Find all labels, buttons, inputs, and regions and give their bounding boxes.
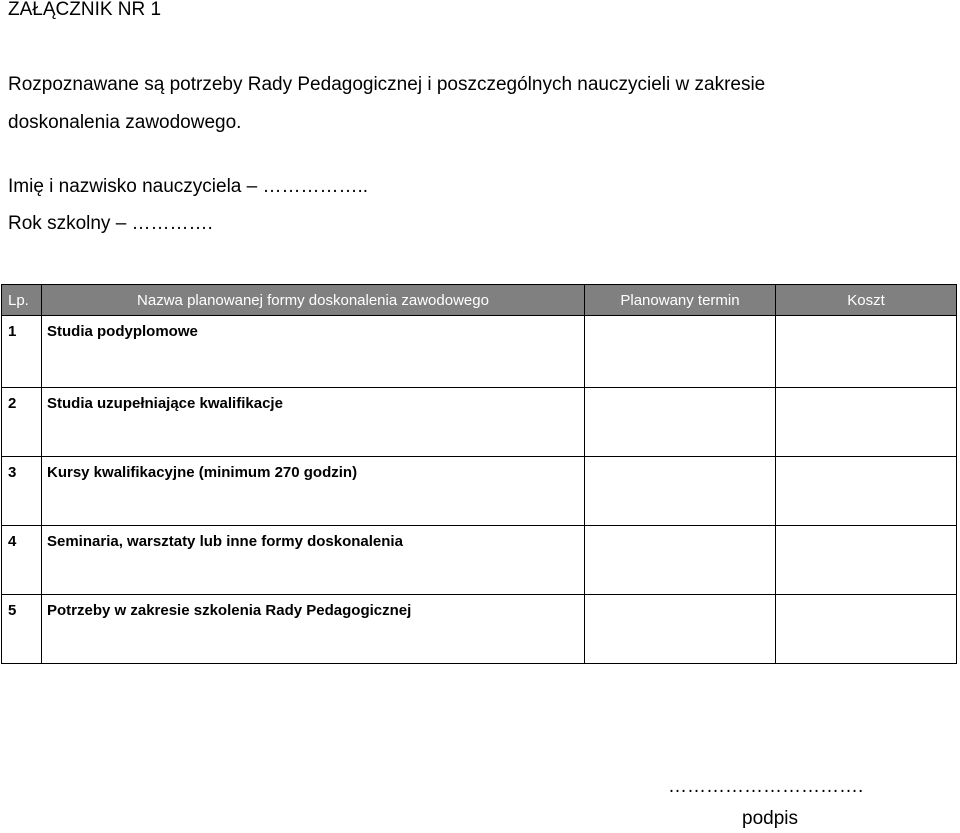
row-name: Kursy kwalifikacyjne (minimum 270 godzin) [42, 457, 585, 526]
row-number: 4 [2, 526, 42, 595]
table-header-row [2, 285, 957, 316]
row-number: 5 [2, 595, 42, 664]
row-name: Potrzeby w zakresie szkolenia Rady Pedagogicznej [42, 595, 585, 664]
row-number: 3 [2, 457, 42, 526]
row-name: Seminaria, warsztaty lub inne formy doskonalenia [42, 526, 585, 595]
row-term-cell[interactable] [585, 388, 776, 457]
development-plan-table [1, 284, 957, 664]
header-cost: Koszt [776, 285, 957, 316]
table-row [2, 595, 957, 664]
school-year-field: Rok szkolny – …………. [8, 213, 213, 234]
intro-line-2: doskonalenia zawodowego. [8, 112, 242, 133]
header-name: Nazwa planowanej formy doskonalenia zawodowego [42, 285, 585, 316]
row-term-cell[interactable] [585, 595, 776, 664]
row-number: 2 [2, 388, 42, 457]
row-term-cell[interactable] [585, 457, 776, 526]
row-cost-cell[interactable] [776, 316, 957, 388]
document-title: ZAŁĄCZNIK NR 1 [8, 0, 162, 20]
intro-text [8, 66, 908, 142]
table-row [2, 457, 957, 526]
header-term: Planowany termin [585, 285, 776, 316]
table-row [2, 316, 957, 388]
table-row [2, 526, 957, 595]
row-cost-cell[interactable] [776, 595, 957, 664]
intro-line-1: Rozpoznawane są potrzeby Rady Pedagogicznej i poszczególnych nauczycieli w zakresie [8, 74, 766, 95]
table-row [2, 388, 957, 457]
signature-label: podpis [742, 808, 798, 829]
row-term-cell[interactable] [585, 526, 776, 595]
signature-line: …………………………. [668, 776, 864, 797]
row-cost-cell[interactable] [776, 457, 957, 526]
row-name: Studia uzupełniające kwalifikacje [42, 388, 585, 457]
row-name: Studia podyplomowe [42, 316, 585, 388]
row-cost-cell[interactable] [776, 388, 957, 457]
row-number: 1 [2, 316, 42, 388]
row-cost-cell[interactable] [776, 526, 957, 595]
teacher-name-field: Imię i nazwisko nauczyciela – …………….. [8, 176, 369, 197]
header-lp: Lp. [2, 285, 42, 316]
row-term-cell[interactable] [585, 316, 776, 388]
